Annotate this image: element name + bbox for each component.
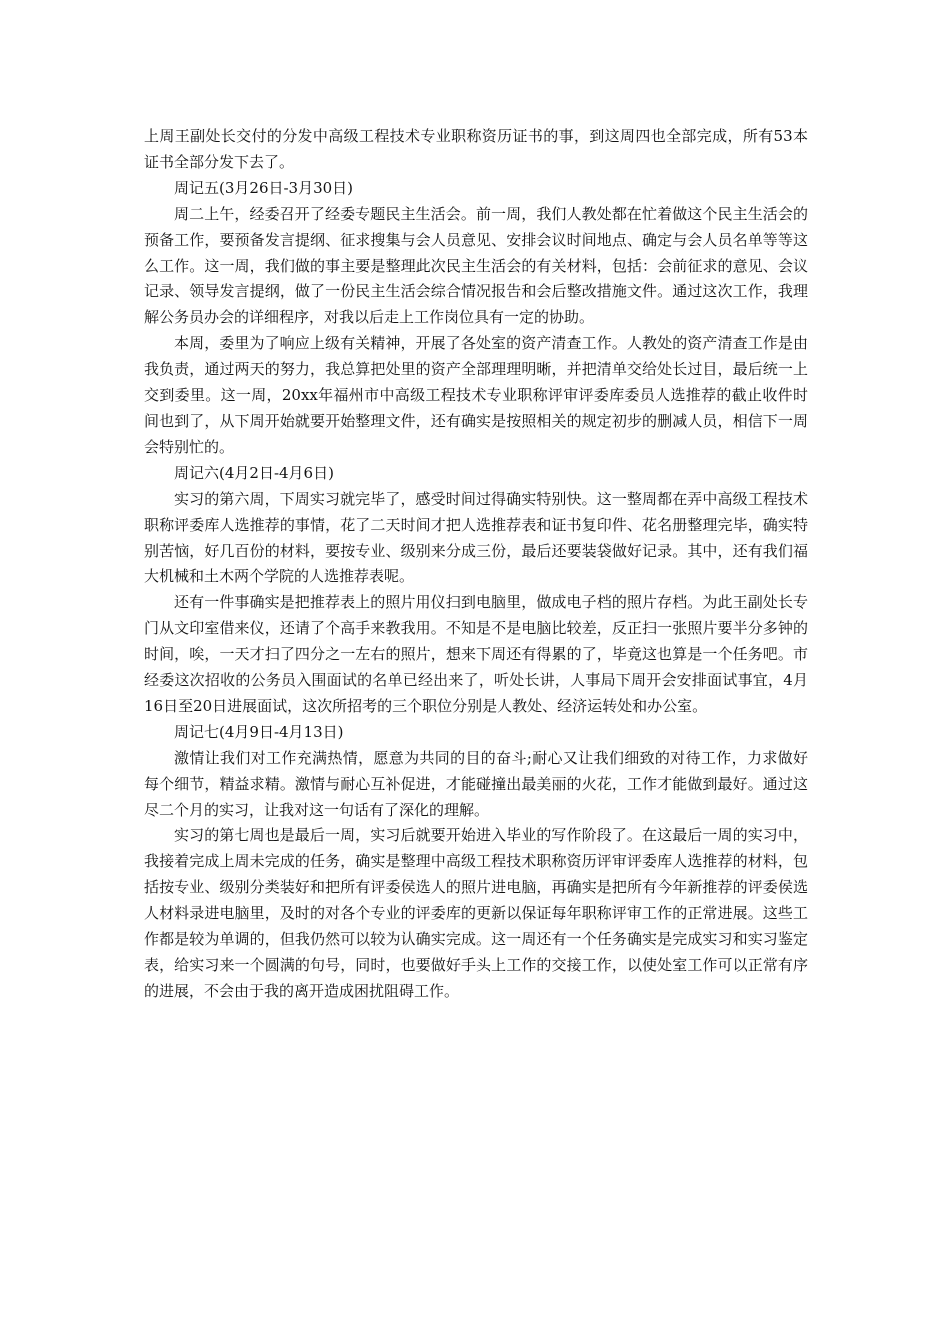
paragraph-week7-passion: 激情让我们对工作充满热情，愿意为共同的目的奋斗;耐心又让我们细致的对待工作，力求做好每个细节，精益求精。激情与耐心互补促进，才能碰撞出最美丽的火花，工作才能做到最好。通过这尽二个月的实习，让我对这一句话有了深化的理解。 <box>144 748 808 819</box>
paragraph-week5-assets: 本周，委里为了响应上级有关精神，开展了各处室的资产清查工作。人教处的资产清查工作是由我负责，通过两天的努力，我总算把处里的资产全部理理明晰，并把清单交给处长过目，最后统一上交到委里。这一周，20xx年福州市中高级工程技术专业职称评审评委库委员人选推荐的截止收件时间也到了，从下周开始就要开始整理文件，还有确实是按照相关的规定初步的删减人员，相信下一周会特别忙的。 <box>144 334 808 456</box>
paragraph-week6-scan: 还有一件事确实是把推荐表上的照片用仪扫到电脑里，做成电子档的照片存档。为此王副处长专门从文印室借来仪，还请了个高手来教我用。不知是不是电脑比较差，反正扫一张照片要半分多钟的时间，唉，一天才扫了四分之一左右的照片，想来下周还有得累的了，毕竟这也算是一个任务吧。市经委这次招收的公务员入围面试的名单已经出来了，听处长讲，人事局下周开会安排面试事宜，4月16日至20日进展面试，这次所招考的三个职位分别是人教处、经济运转处和办公室。 <box>144 593 808 715</box>
paragraph-week6-recommend: 实习的第六周，下周实习就完毕了，感受时间过得确实特别快。这一整周都在弄中高级工程技术职称评委库人选推荐的事情，花了二天时间才把人选推荐表和证书复印件、花名册整理完毕，确实特别苦恼，好几百份的材料，要按专业、级别来分成三份，最后还要装袋做好记录。其中，还有我们福大机械和土木两个学院的人选推荐表呢。 <box>144 489 808 586</box>
paragraph-week7-final: 实习的第七周也是最后一周，实习后就要开始进入毕业的写作阶段了。在这最后一周的实习中，我接着完成上周未完成的任务，确实是整理中高级工程技术职称资历评审评委库人选推荐的材料，包括按专业、级别分类装好和把所有评委侯选人的照片进电脑，再确实是把所有今年新推荐的评委侯选人材料录进电脑里，及时的对各个专业的评委库的更新以保证每年职称评审工作的正常进展。这些工作都是较为单调的，但我仍然可以较为认确实完成。这一周还有一个任务确实是完成实习和实习鉴定表，给实习来一个圆满的句号，同时，也要做好手头上工作的交接工作，以使处室工作可以正常有序的进展，不会由于我的离开造成困扰阻碍工作。 <box>144 826 808 1000</box>
paragraph-week5-meeting: 周二上午，经委召开了经委专题民主生活会。前一周，我们人教处都在忙着做这个民主生活会的预备工作，要预备发言提纲、征求搜集与会人员意见、安排会议时间地点、确定与会人员名单等等这么工作。这一周，我们做的事主要是整理此次民主生活会的有关材料，包括：会前征求的意见、会议记录、领导发言提纲，做了一份民主生活会综合情况报告和会后整改措施文件。通过这次工作，我理解公务员办会的详细程序，对我以后走上工作岗位具有一定的协助。 <box>144 204 808 327</box>
heading-week-7: 周记七(4月9日-4月13日) <box>174 722 344 741</box>
heading-week-5: 周记五(3月26日-3月30日) <box>174 178 354 197</box>
document-body <box>144 124 808 1005</box>
heading-week-6: 周记六(4月2日-4月6日) <box>174 463 334 482</box>
paragraph-intro: 上周王副处长交付的分发中高级工程技术专业职称资历证书的事，到这周四也全部完成，所有53本证书全部分发下去了。 <box>144 127 808 171</box>
